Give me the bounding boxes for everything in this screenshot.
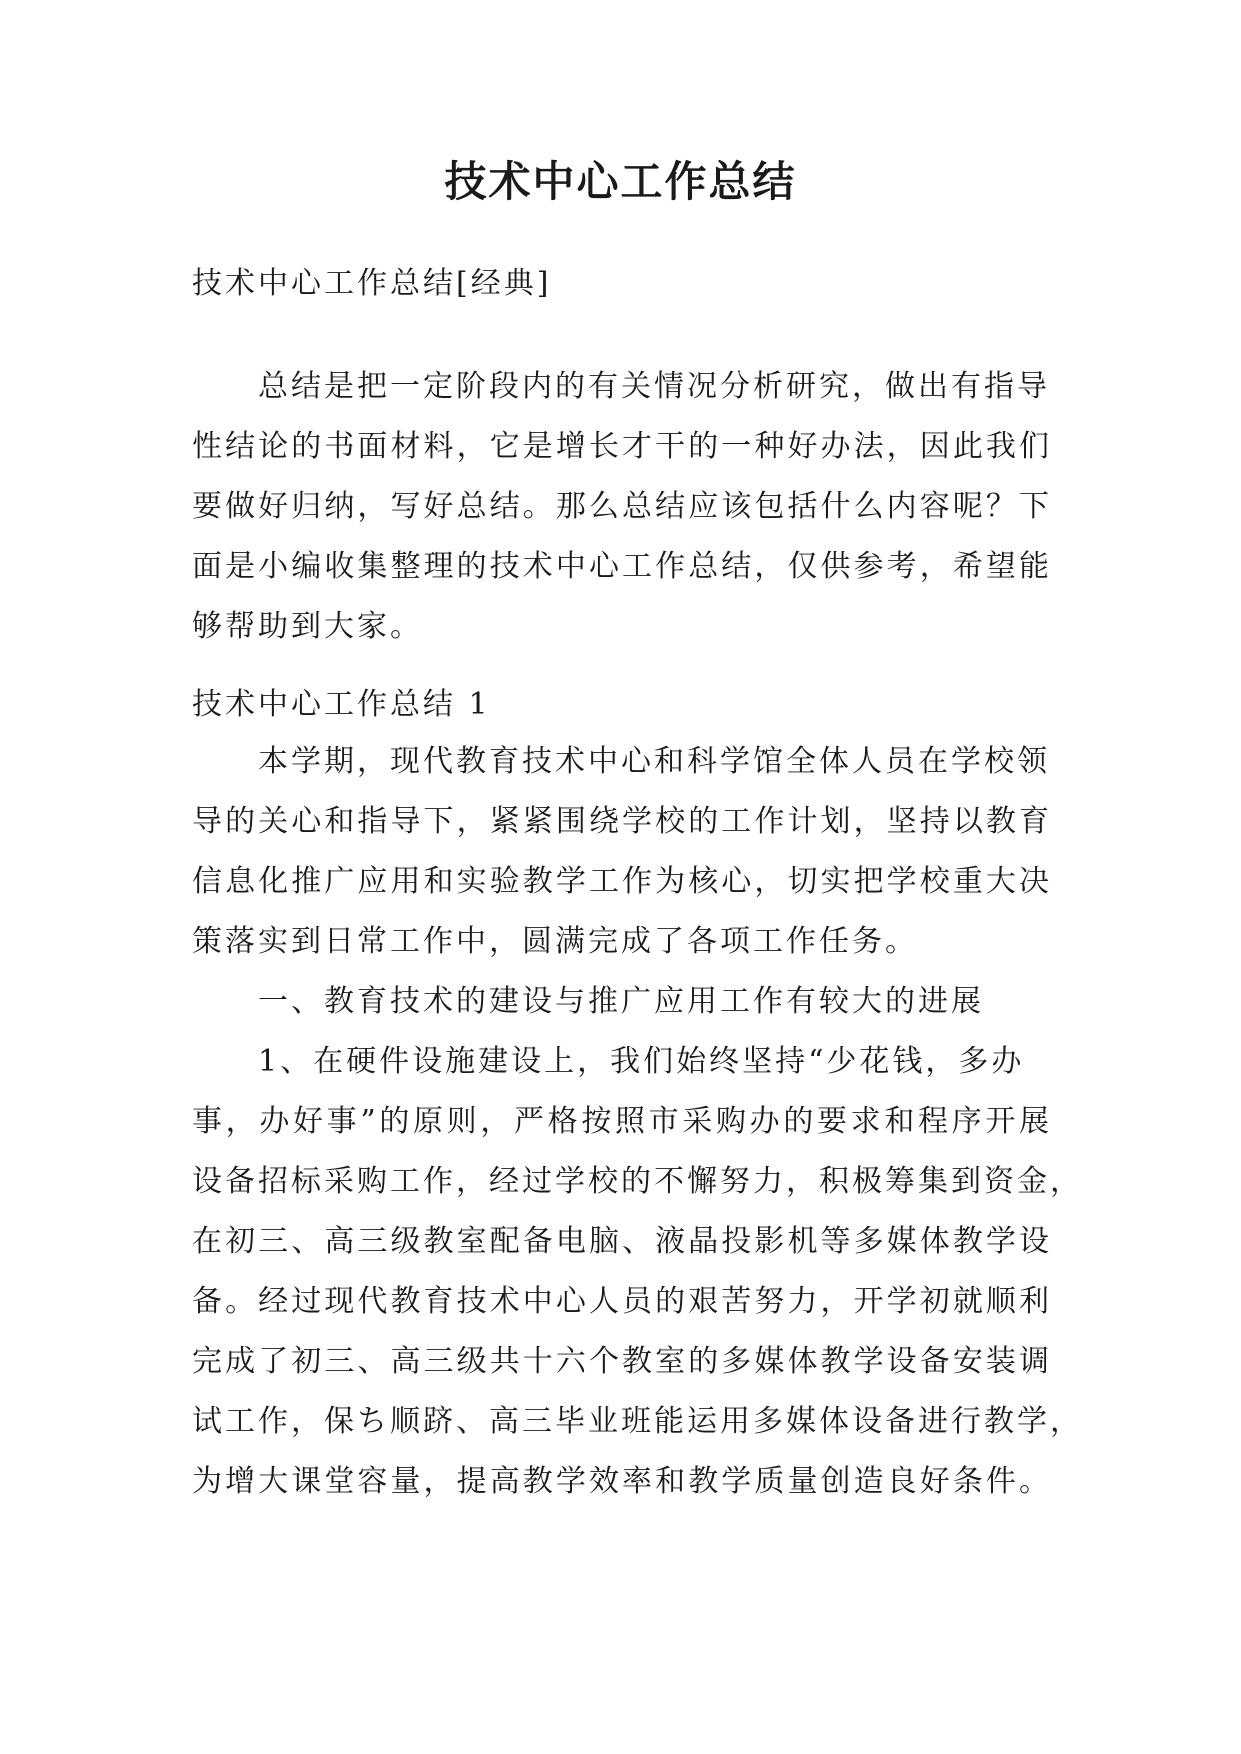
paragraph-line: 本学期，现代教育技术中心和科学馆全体人员在学校领 xyxy=(258,744,1050,779)
paragraph-line: 一、教育技术的建设与推广应用工作有较大的进展 xyxy=(258,984,984,1019)
paragraph-line: 备。经过现代教育技术中心人员的艰苦努力，开学初就顺利 xyxy=(192,1284,1052,1319)
paragraph-line: 设备招标采购工作，经过学校的不懈努力，积极筹集到资金， xyxy=(192,1164,1083,1199)
paragraph-line: 要做好归纳，写好总结。那么总结应该包括什么内容呢？下 xyxy=(192,489,1052,524)
paragraph-line: 为增大课堂容量，提高教学效率和教学质量创造良好条件。 xyxy=(192,1464,1052,1499)
paragraph-line: 总结是把一定阶段内的有关情况分析研究，做出有指导 xyxy=(258,369,1050,404)
intro-paragraph xyxy=(192,357,1052,657)
paragraph-line: 导的关心和指导下，紧紧围绕学校的工作计划，坚持以教育 xyxy=(192,804,1052,839)
section-heading-text: 技术中心工作总结 1 xyxy=(192,687,491,722)
body-paragraphs xyxy=(192,732,1083,1512)
paragraph-line: 面是小编收集整理的技术中心工作总结，仅供参考，希望能 xyxy=(192,549,1052,584)
paragraph-line: 信息化推广应用和实验教学工作为核心，切实把学校重大决 xyxy=(192,864,1052,899)
paragraph-line: 在初三、高三级教室配备电脑、液晶投影机等多媒体教学设 xyxy=(192,1224,1052,1259)
paragraph-line: 性结论的书面材料，它是增长才干的一种好办法，因此我们 xyxy=(192,429,1052,464)
document-subtitle: 技术中心工作总结[经典] xyxy=(192,266,552,301)
paragraph-line: 策落实到日常工作中，圆满完成了各项工作任务。 xyxy=(192,924,918,959)
paragraph-line: 完成了初三、高三级共十六个教室的多媒体教学设备安装调 xyxy=(192,1344,1052,1379)
paragraph-line: 事，办好事”的原则，严格按照市采购办的要求和程序开展 xyxy=(192,1104,1052,1139)
paragraph-line: 1、在硬件设施建设上，我们始终坚持“少花钱，多办 xyxy=(258,1044,1025,1079)
paragraph-line: 够帮助到大家。 xyxy=(192,609,423,644)
paragraph-line: 试工作，保ち顺跻、高三毕业班能运用多媒体设备进行教学， xyxy=(192,1404,1083,1439)
document-title: 技术中心工作总结 xyxy=(444,157,797,206)
section-heading xyxy=(192,675,1052,735)
